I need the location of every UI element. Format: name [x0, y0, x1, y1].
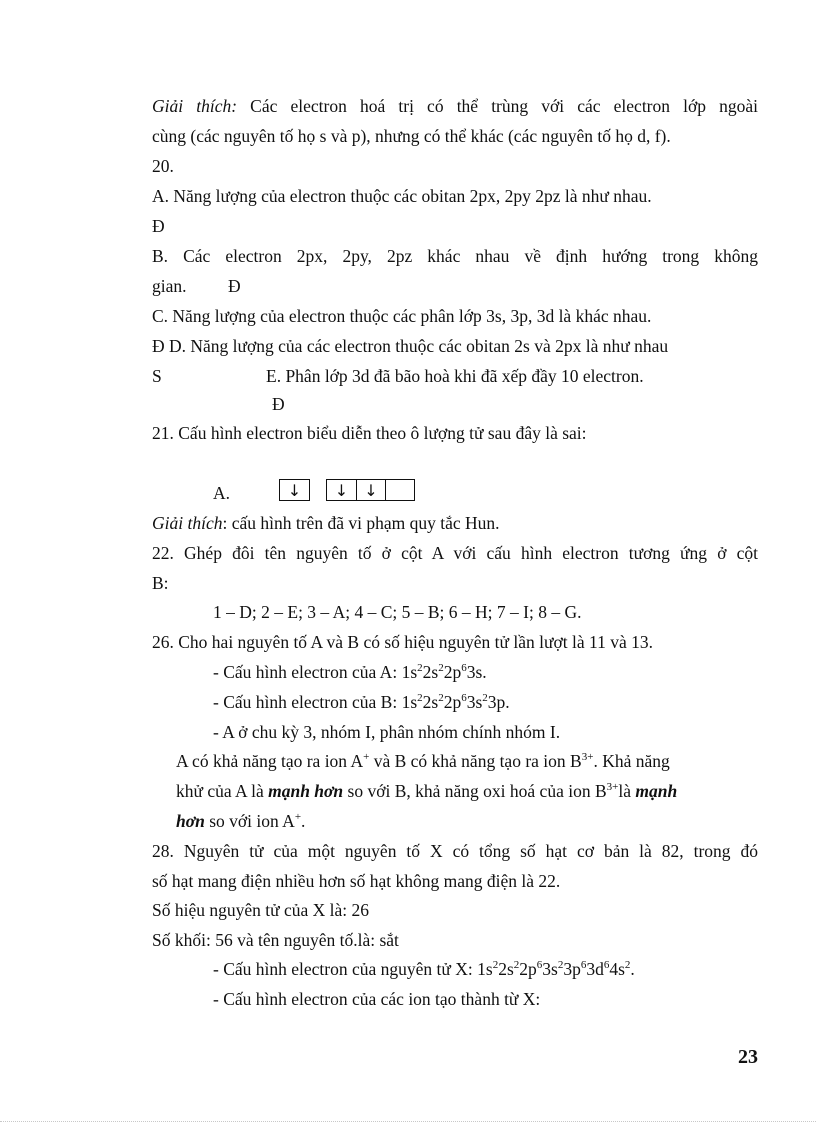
- orbital-box-p: [326, 479, 415, 501]
- question-20-number: 20.: [152, 156, 174, 176]
- question-28-line-2: số hạt mang điện nhiều hơn số hạt không mang điện là 22.: [152, 871, 561, 891]
- q21-explanation: Giải thích: cấu hình trên đã vi phạm quy tắc Hun.: [152, 513, 500, 533]
- explanation-label: Giải thích:: [152, 96, 238, 116]
- q26-period-group: - A ở chu kỳ 3, nhóm I, phân nhóm chính nhóm I.: [213, 722, 561, 742]
- q28-config-x: - Cấu hình electron của nguyên tử X: $1s^22s^22p^63s^23p^63d^64s^2$.: [213, 959, 635, 979]
- question-22-line-2: B:: [152, 573, 169, 593]
- q20-option-d: Đ D. Năng lượng của các electron thuộc các obitan 2s và 2px là như nhau: [152, 336, 669, 356]
- question-21-title: 21. Cấu hình electron biểu diễn theo ô lượng tử sau đây là sai:: [152, 423, 587, 443]
- q21-option-a-label: A.: [213, 483, 231, 503]
- question-28-line-1: 28. Nguyên tử của một nguyên tố X có tổng số hạt cơ bản là 82, trong đó: [152, 841, 758, 861]
- page-number: 23: [738, 1046, 758, 1068]
- q20-option-e-answer: Đ: [272, 394, 285, 414]
- q20-option-a-answer: Đ: [152, 216, 165, 236]
- question-26-title: 26. Cho hai nguyên tố A và B có số hiệu nguyên tử lần lượt là 11 và 13.: [152, 632, 653, 652]
- q26-text-line-1: A có khả năng tạo ra ion A+ và B có khả năng tạo ra ion $B^{3+}$. Khả năng: [176, 751, 670, 771]
- q20-option-b-line-1: B. Các electron 2px, 2py, 2pz khác nhau về định hướng trong không: [152, 246, 758, 266]
- down-arrow-icon: ↓: [287, 480, 302, 500]
- q20-option-b-answer: Đ: [228, 276, 241, 296]
- empty-orbital-cell: [385, 480, 414, 500]
- q28-atomic-number: Số hiệu nguyên tử của X là: 26: [152, 900, 370, 920]
- q28-mass-number: Số khối: 56 và tên nguyên tố.là: sắt: [152, 930, 399, 950]
- down-arrow-icon: ↓: [334, 480, 349, 500]
- q22-answer: 1 – D; 2 – E; 3 – A; 4 – C; 5 – B; 6 – H; 7 – I; 8 – G.: [213, 602, 582, 622]
- q28-ion-config: - Cấu hình electron của các ion tạo thành từ X:: [213, 989, 541, 1009]
- q20-option-a: A. Năng lượng của electron thuộc các obitan 2px, 2py 2pz là như nhau.: [152, 186, 652, 206]
- explanation-line-1: Giải thích: Các electron hoá trị có thể trùng với các electron lớp ngoài: [152, 96, 759, 116]
- footer-divider: [0, 1121, 816, 1122]
- q26-text-line-2: khử của A là mạnh hơn so với B, khả năng oxi hoá của ion $B^{3+}là$ mạnh: [176, 781, 678, 801]
- q26-config-a: - Cấu hình electron của A: $1s^22s^22p^63s$.: [213, 662, 487, 682]
- q26-config-b: - Cấu hình electron của B: $1s^22s^22p^63s^23p$.: [213, 692, 510, 712]
- question-22-line-1: 22. Ghép đôi tên nguyên tố ở cột A với cấu hình electron tương ứng ở cột: [152, 543, 758, 563]
- q20-option-b-line-2: gian.: [152, 276, 187, 296]
- q20-option-e-marker: S: [152, 366, 162, 386]
- orbital-box-s: [279, 479, 310, 501]
- q20-option-e: E. Phân lớp 3d đã bão hoà khi đã xếp đầy 10 electron.: [266, 366, 644, 386]
- q26-text-line-3: hơn so với ion A+.: [176, 811, 306, 831]
- explanation-line-2: cùng (các nguyên tố họ s và p), nhưng có thể khác (các nguyên tố họ d, f).: [152, 126, 671, 146]
- q20-option-c: C. Năng lượng của electron thuộc các phân lớp 3s, 3p, 3d là khác nhau.: [152, 306, 652, 326]
- down-arrow-icon: ↓: [356, 480, 385, 500]
